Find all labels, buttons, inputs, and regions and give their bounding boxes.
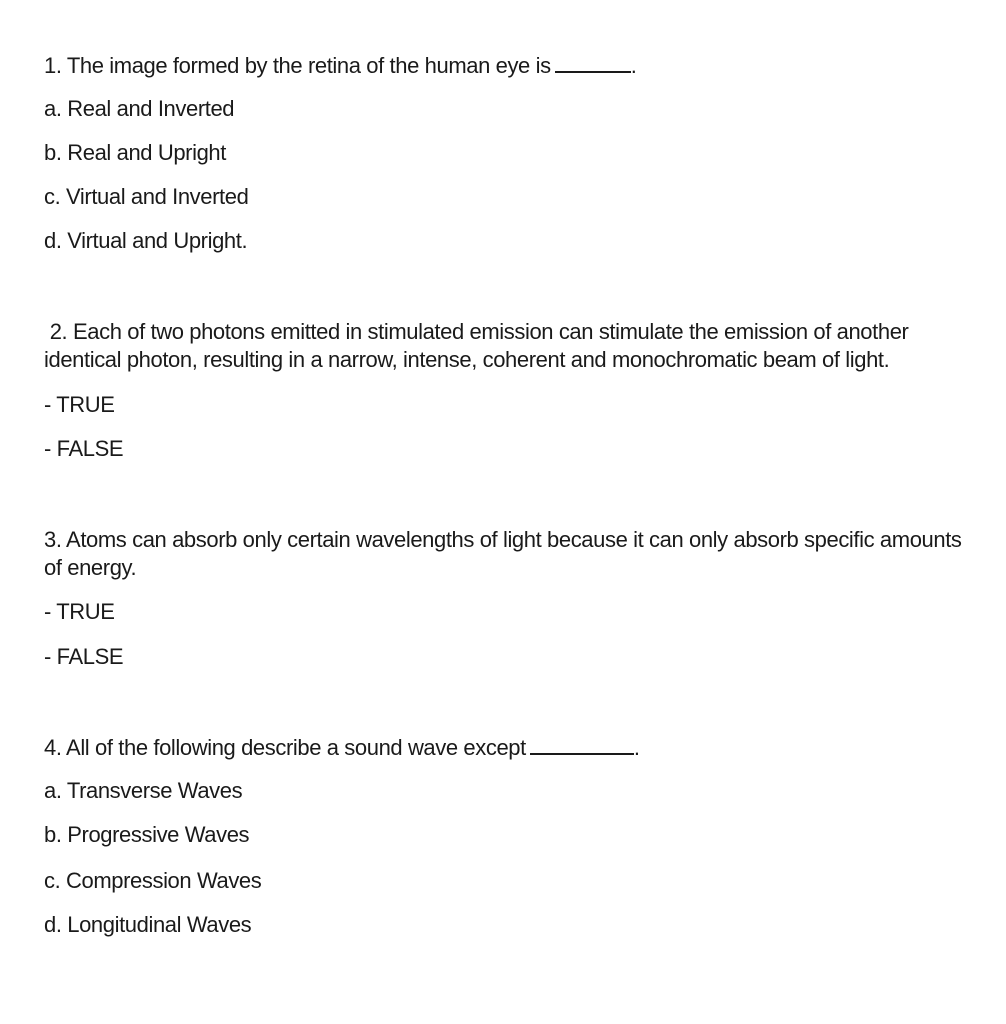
question-3-text: 3. Atoms can absorb only certain wavelengths of light because it can only absorb specific amounts of energy. [44,527,962,580]
question-1 [44,51,636,80]
q1-option-a: a. Real and Inverted [44,96,235,121]
q4-option-b: b. Progressive Waves [44,822,250,847]
q3-option-false: - FALSE [44,644,124,669]
q3-option-true: - TRUE [44,599,115,624]
question-2-text: 2. Each of two photons emitted in stimulated emission can stimulate the emission of another identical photon, resulting in a narrow, intense, coherent and monochromatic beam of light. [44,319,915,372]
answer-blank [530,733,634,755]
q4-option-a: a. Transverse Waves [44,778,243,803]
q1-option-d: d. Virtual and Upright. [44,228,248,253]
question-4 [44,733,640,762]
question-1-text: 1. The image formed by the retina of the human eye is [44,53,551,78]
question-1-end: . [630,53,637,78]
question-4-text: 4. All of the following describe a sound wave except [44,735,526,760]
q2-option-false: - FALSE [44,436,124,461]
answer-blank [555,51,631,73]
q1-option-c: c. Virtual and Inverted [44,184,249,209]
question-4-end: . [633,735,640,760]
q4-option-c: c. Compression Waves [44,868,262,893]
q4-option-d: d. Longitudinal Waves [44,912,252,937]
q1-option-b: b. Real and Upright [44,140,226,165]
q2-option-true: - TRUE [44,392,115,417]
